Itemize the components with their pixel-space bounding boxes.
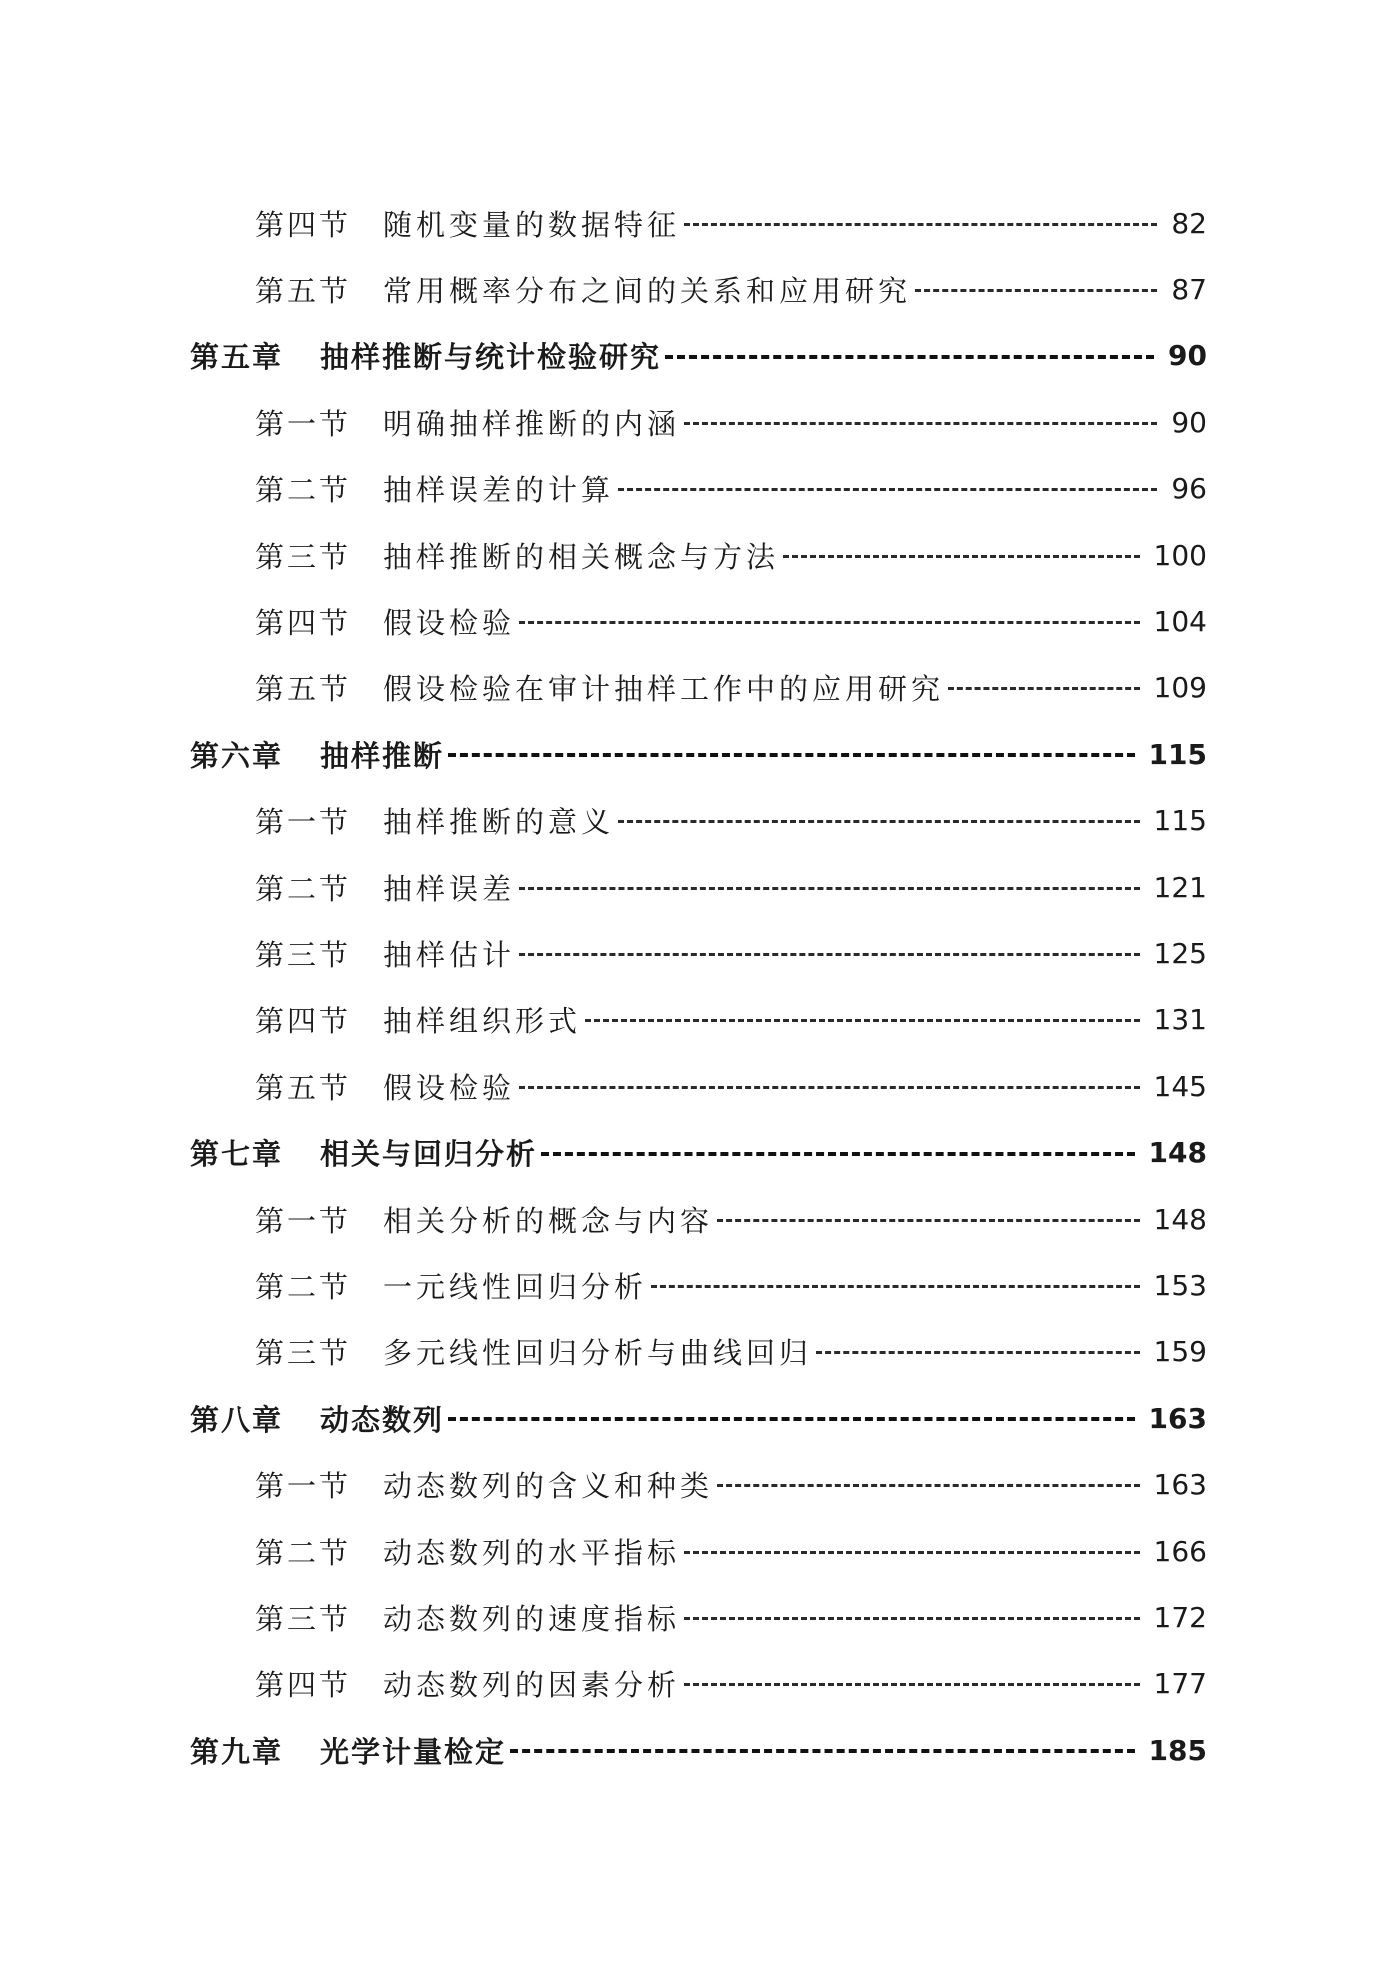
dot-leader [448,753,1135,757]
dot-leader [684,223,1157,226]
toc-entry-label: 第九章 [190,1734,284,1769]
toc-entry-label: 第八章 [190,1402,284,1437]
dot-leader [618,488,1157,491]
toc-chapter-entry[interactable] [0,1119,1391,1185]
toc-entry-title: 相关分析的概念与内容 [383,1203,714,1238]
toc-entry-label: 第五节 [255,274,352,309]
toc-entry-page-number: 163 [1153,1468,1207,1502]
dot-leader [519,887,1140,890]
dot-leader [915,289,1157,292]
toc-entry-title: 随机变量的数据特征 [383,207,681,242]
toc-entry-page-number: 148 [1153,1202,1207,1236]
toc-entry-page-number: 166 [1153,1534,1207,1568]
dot-leader [684,422,1157,425]
toc-entry-title: 假设检验 [383,1070,516,1105]
toc-entry-page-number: 121 [1153,870,1207,904]
toc-entry-page-number: 185 [1148,1733,1207,1767]
dot-leader [717,1219,1140,1222]
toc-entry-page-number: 148 [1148,1136,1207,1170]
toc-entry-page-number: 90 [1171,405,1207,439]
toc-entry-title: 动态数列的因素分析 [383,1668,681,1703]
toc-chapter-entry[interactable] [0,1385,1391,1451]
toc-entry-label: 第一节 [255,1469,352,1504]
toc-section-entry[interactable] [0,1319,1391,1385]
dot-leader [816,1351,1140,1354]
toc-section-entry[interactable] [0,987,1391,1053]
toc-entry-label: 第四节 [255,207,352,242]
toc-entry-title: 多元线性回归分析与曲线回归 [383,1336,813,1371]
toc-entry-label: 第三节 [255,937,352,972]
toc-entry-page-number: 145 [1153,1069,1207,1103]
toc-entry-title: 光学计量检定 [320,1734,507,1769]
toc-section-entry[interactable] [0,456,1391,522]
toc-entry-label: 第六章 [190,738,284,773]
toc-chapter-entry[interactable] [0,1717,1391,1783]
toc-entry-title: 一元线性回归分析 [383,1269,648,1304]
toc-entry-label: 第四节 [255,1004,352,1039]
toc-entry-title: 抽样误差的计算 [383,473,615,508]
toc-entry-page-number: 177 [1153,1667,1207,1701]
toc-entry-label: 第二节 [255,1269,352,1304]
toc-section-entry[interactable] [0,788,1391,854]
dot-leader [541,1152,1135,1156]
toc-entry-title: 动态数列 [320,1402,445,1437]
toc-entry-title: 动态数列的含义和种类 [383,1469,714,1504]
dot-leader [448,1417,1135,1421]
toc-entry-page-number: 131 [1153,1003,1207,1037]
toc-entry-page-number: 104 [1153,605,1207,639]
toc-entry-page-number: 172 [1153,1600,1207,1634]
toc-section-entry[interactable] [0,588,1391,654]
toc-section-entry[interactable] [0,256,1391,322]
toc-entry-title: 假设检验在审计抽样工作中的应用研究 [383,672,945,707]
toc-entry-label: 第一节 [255,1203,352,1238]
toc-entry-page-number: 87 [1171,273,1207,307]
toc-entry-label: 第五章 [190,340,284,375]
toc-entry-page-number: 100 [1153,538,1207,572]
dot-leader [519,621,1140,624]
toc-entry-label: 第二节 [255,473,352,508]
toc-entry-label: 第二节 [255,871,352,906]
toc-entry-page-number: 163 [1148,1401,1207,1435]
toc-entry-title: 抽样推断的意义 [383,805,615,840]
toc-entry-label: 第四节 [255,606,352,641]
toc-entry-page-number: 153 [1153,1268,1207,1302]
toc-entry-title: 动态数列的速度指标 [383,1601,681,1636]
toc-entry-label: 第五节 [255,1070,352,1105]
toc-entry-title: 假设检验 [383,606,516,641]
toc-entry-label: 第三节 [255,1336,352,1371]
table-of-contents [0,190,1391,1783]
toc-entry-label: 第七章 [190,1137,284,1172]
toc-entry-title: 抽样组织形式 [383,1004,582,1039]
dot-leader [684,1551,1140,1554]
dot-leader [618,820,1140,823]
toc-section-entry[interactable] [0,190,1391,256]
dot-leader [519,953,1140,956]
toc-chapter-entry[interactable] [0,721,1391,787]
toc-section-entry[interactable] [0,1584,1391,1650]
toc-entry-title: 相关与回归分析 [320,1137,538,1172]
dot-leader [783,555,1140,558]
dot-leader [717,1484,1140,1487]
toc-entry-title: 抽样误差 [383,871,516,906]
dot-leader [585,1019,1140,1022]
toc-entry-page-number: 96 [1171,472,1207,506]
toc-entry-page-number: 115 [1153,804,1207,838]
toc-entry-label: 第三节 [255,1601,352,1636]
dot-leader [684,1683,1140,1686]
toc-entry-title: 抽样推断与统计检验研究 [320,340,662,375]
toc-entry-title: 常用概率分布之间的关系和应用研究 [383,274,912,309]
toc-entry-label: 第三节 [255,539,352,574]
dot-leader [684,1617,1140,1620]
toc-entry-label: 第一节 [255,805,352,840]
toc-entry-title: 抽样推断 [320,738,445,773]
toc-section-entry[interactable] [0,1651,1391,1717]
toc-chapter-entry[interactable] [0,323,1391,389]
toc-entry-title: 抽样估计 [383,937,516,972]
toc-entry-page-number: 159 [1153,1335,1207,1369]
toc-entry-page-number: 115 [1148,737,1207,771]
dot-leader [665,355,1154,359]
toc-section-entry[interactable] [0,920,1391,986]
toc-section-entry[interactable] [0,1252,1391,1318]
toc-entry-title: 动态数列的水平指标 [383,1535,681,1570]
toc-entry-page-number: 125 [1153,936,1207,970]
toc-section-entry[interactable] [0,1451,1391,1517]
toc-entry-label: 第二节 [255,1535,352,1570]
toc-entry-label: 第四节 [255,1668,352,1703]
toc-section-entry[interactable] [0,1518,1391,1584]
toc-entry-page-number: 90 [1168,339,1207,373]
toc-section-entry[interactable] [0,389,1391,455]
toc-entry-title: 明确抽样推断的内涵 [383,406,681,441]
toc-section-entry[interactable] [0,1186,1391,1252]
toc-entry-page-number: 82 [1171,206,1207,240]
toc-entry-label: 第一节 [255,406,352,441]
dot-leader [948,687,1140,690]
toc-entry-title: 抽样推断的相关概念与方法 [383,539,780,574]
dot-leader [510,1749,1135,1753]
toc-section-entry[interactable] [0,522,1391,588]
toc-entry-page-number: 109 [1153,671,1207,705]
dot-leader [651,1285,1140,1288]
toc-entry-label: 第五节 [255,672,352,707]
dot-leader [519,1086,1140,1089]
toc-section-entry[interactable] [0,854,1391,920]
toc-section-entry[interactable] [0,1053,1391,1119]
toc-section-entry[interactable] [0,655,1391,721]
